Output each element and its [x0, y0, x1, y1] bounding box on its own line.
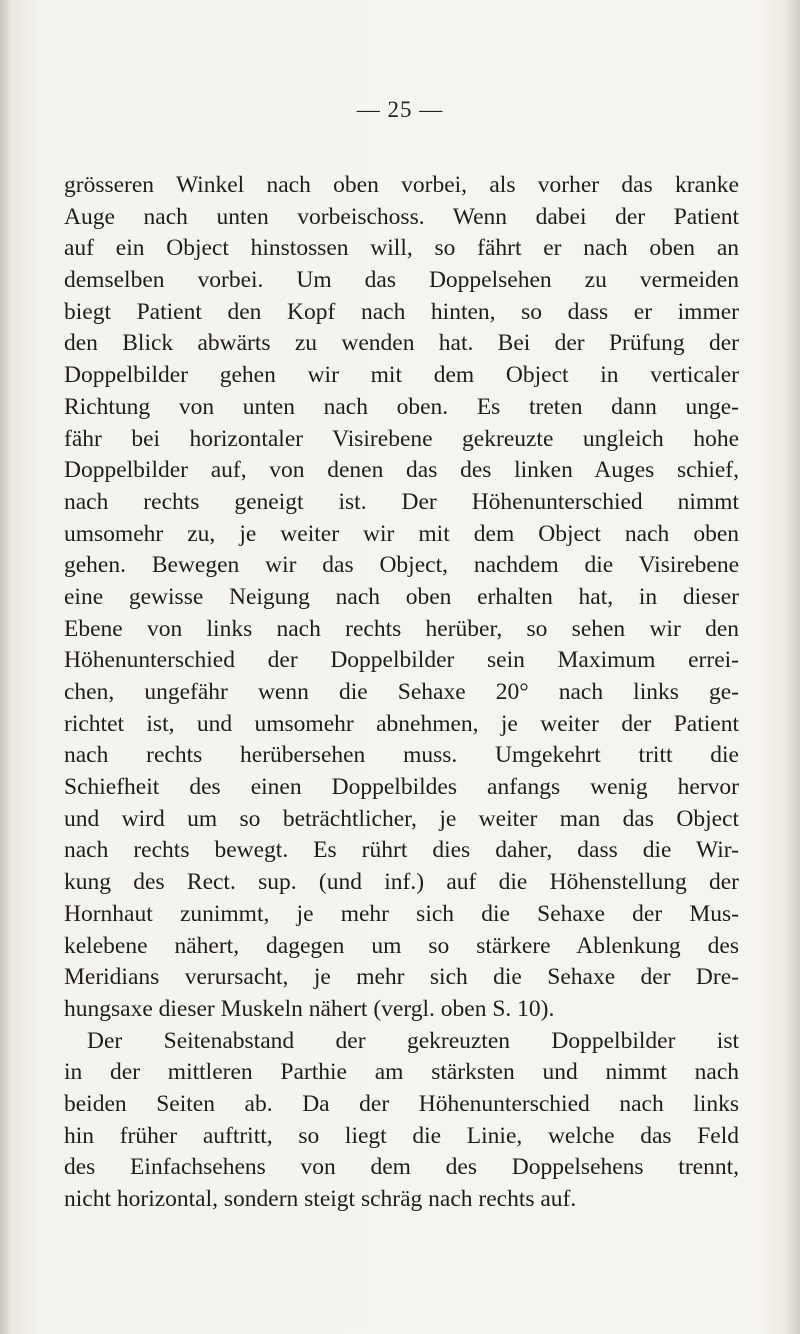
- text-line: richtet ist, und umsomehr abnehmen, je weiter der Patient: [64, 710, 739, 737]
- text-line: demselben vorbei. Um das Doppelsehen zu vermeiden: [64, 267, 739, 294]
- text-line: Höhenunterschied der Doppelbilder sein Maximum errei-: [64, 647, 739, 674]
- text-line: hin früher auftritt, so liegt die Linie, welche das Feld: [64, 1122, 739, 1149]
- text-line: gehen. Bewegen wir das Object, nachdem die Visirebene: [64, 552, 739, 579]
- text-line: Ebene von links nach rechts herüber, so sehen wir den: [64, 615, 739, 642]
- text-line: chen, ungefähr wenn die Sehaxe 20° nach links ge-: [64, 679, 739, 705]
- text-line: biegt Patient den Kopf nach hinten, so dass er immer: [64, 298, 739, 325]
- text-line: kelebene nähert, dagegen um so stärkere Ablenkung des: [64, 932, 739, 959]
- text-line: Doppelbilder auf, von denen das des linken Auges schief,: [64, 457, 739, 484]
- text-line: beiden Seiten ab. Da der Höhenunterschied nach links: [64, 1090, 739, 1117]
- text-line: des Einfachsehens von dem des Doppelsehens trennt,: [64, 1154, 739, 1181]
- text-line: auf ein Object hinstossen will, so fährt er nach oben an: [64, 235, 739, 262]
- text-line: in der mittleren Parthie am stärksten und nimmt nach: [64, 1059, 739, 1086]
- text-line: nach rechts bewegt. Es rührt dies daher, dass die Wir-: [64, 837, 739, 864]
- text-line: kung des Rect. sup. (und inf.) auf die Höhenstellung der: [64, 869, 739, 896]
- text-line: Auge nach unten vorbeischoss. Wenn dabei der Patient: [64, 203, 739, 230]
- page-number: — 25 —: [356, 97, 444, 122]
- text-line-paragraph-end: nicht horizontal, sondern steigt schräg nach rechts auf.: [64, 1186, 577, 1212]
- text-line: eine gewisse Neigung nach oben erhalten hat, in dieser: [64, 583, 739, 610]
- page-edge-shadow: [786, 0, 800, 1334]
- text-line: Richtung von unten nach oben. Es treten dann unge-: [64, 393, 739, 420]
- page-gutter-shadow: [0, 0, 10, 1334]
- text-line: Hornhaut zunimmt, je mehr sich die Sehaxe der Mus-: [64, 900, 739, 927]
- text-line-paragraph-end: hungsaxe dieser Muskeln nähert (vergl. oben S. 10).: [64, 995, 555, 1022]
- text-line: Meridians verursacht, je mehr sich die Sehaxe der Dre-: [64, 964, 739, 991]
- text-line: umsomehr zu, je weiter wir mit dem Object nach oben: [64, 520, 739, 547]
- text-line: und wird um so beträchtlicher, je weiter man das Object: [64, 805, 739, 832]
- text-line: nach rechts herübersehen muss. Umgekehrt tritt die: [64, 742, 739, 769]
- text-line: Doppelbilder gehen wir mit dem Object in verticaler: [64, 362, 739, 389]
- text-line-paragraph-start: Der Seitenabstand der gekreuzten Doppelbilder ist: [87, 1027, 739, 1054]
- text-line: den Blick abwärts zu wenden hat. Bei der Prüfung der: [64, 330, 739, 357]
- text-line: grösseren Winkel nach oben vorbei, als vorher das kranke: [64, 172, 739, 198]
- text-line: fähr bei horizontaler Visirebene gekreuzte ungleich hohe: [64, 425, 739, 452]
- text-line: Schiefheit des einen Doppelbildes anfangs wenig hervor: [64, 774, 739, 801]
- text-line: nach rechts geneigt ist. Der Höhenunterschied nimmt: [64, 488, 739, 515]
- body-text: [64, 170, 739, 1216]
